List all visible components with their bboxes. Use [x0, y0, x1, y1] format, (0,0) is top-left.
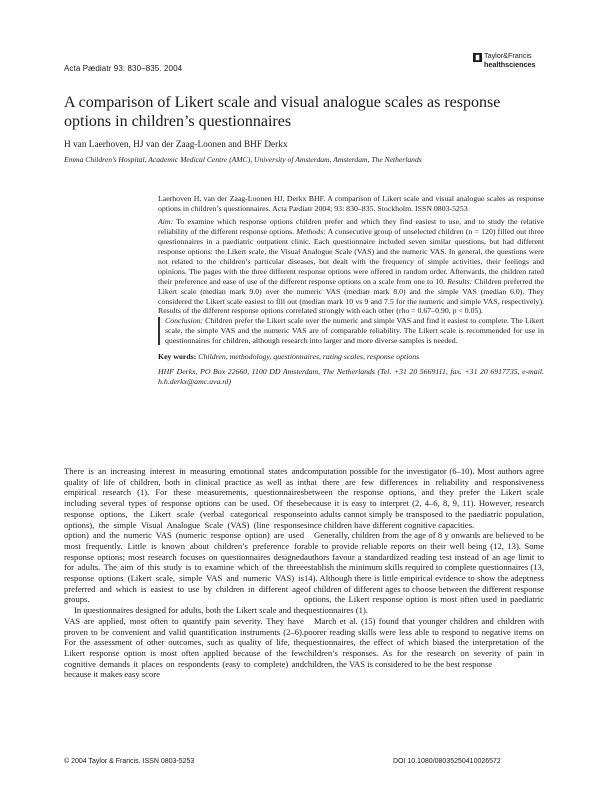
keywords-text: Children, methodology, questionnaires, rating scales, response options: [198, 352, 420, 362]
body-paragraph: In questionnaires designed for adults, both the Likert scale and the VAS are applied, most often to quantify pain severity. They have proven to be convenient and valid quantification instruments (2–6). For the assessment of other outcomes, such as quality of life, the Likert response option is most often applied because of the few cognitive demands it places on respondents (easy to complete) and because it makes easy score: [64, 605, 304, 680]
publisher-logo: [484, 52, 536, 69]
article-affiliation: Emma Children’s Hospital, Academic Medical Centre (AMC), University of Amsterdam, Amsterdam, The Netherlands: [64, 155, 422, 164]
body-paragraph: Generally, children from the age of 8 y onwards are believed to be able to provide reliable reports on their well being (12, 13). Some authors favour a standardized reading test instead of an age limit to establish the minimum skills required to complete questionnaires (13, 14). Although there is little empirical evidence to show the adeptness of children of different ages to choose between the different response options, the Likert response option is most often used in paediatric questionnaires (1).: [304, 530, 544, 616]
methods-text: A consecutive group of unselected children (n = 120) filled out three questionnaires in a paediatric outpatient clinic. Each questionnaire included seven similar questions, but had different response options: the Likert scale, the Visual Analogue Scale (VAS) and the numeric VAS. In general, the questions were not related to the children’s particular diseases, but dealt with the frequency of simple activities, their feelings and opinions. The pages with the three different response options were offered in random order. Afterwards, the children rated their preference and ease of use of the different response options on a scale from one to 10.: [158, 226, 545, 286]
body-paragraph: There is an increasing interest in measuring emotional states and quality of life of children, both in clinical practice as well as in empirical research (1). For these measurements, questionnaires including several types of response options can be used. Of these response options, the Likert scale (verbal categorical response options), the simple Visual Analogue Scale (VAS) (line response option) and the numeric VAS (numeric response option) are used most frequently. Little is known about children’s preference for response options; most research focuses on questionnaires designed for adults. The aim of this study is to examine which of the three response options (Likert scale, simple VAS and numeric VAS) is preferred and which is easiest to use by children in different age groups.: [64, 466, 304, 605]
conclusion-label: Conclusion:: [165, 316, 204, 326]
keywords: [158, 352, 544, 362]
keywords-label: Key words:: [158, 352, 197, 362]
running-head: Acta Pædiatr 93: 830–835. 2004: [64, 64, 183, 73]
body-column-left: [64, 466, 304, 680]
methods-label: Methods:: [296, 226, 326, 236]
publisher-name: Taylor&Francis: [484, 51, 532, 60]
body-paragraph: March et al. (15) found that younger children and children with poorer reading skills were less able to respond to negative items on questionnaires, the effect of which biased the interpretation of the children’s responses. As for the research on severity of pain in children, the VAS is considered to be the best response: [304, 615, 544, 669]
body-paragraph: computation possible for the investigator (6–10). Most authors agree that there are few differences in reliability and responsiveness between the response options, and they prefer the Likert scale because it is easy to interpret (2, 4–6, 8, 9, 11). However, research into adults cannot simply be transposed to the paediatric population, since children have different cognitive capacities.: [304, 466, 544, 530]
results-label: Results:: [447, 276, 473, 286]
conclusion-text: Children prefer the Likert scale over the numeric and simple VAS and find it easiest to complete. The Likert scale, the simple VAS and the numeric VAS are of comparable reliability. The Likert scale is recommended for use in questionnaires for children, although research into larger and more diverse samples is needed.: [165, 316, 544, 346]
publisher-logo-icon: [473, 53, 482, 62]
abstract-block: [158, 194, 544, 387]
correspondence: HHF Derkx, PO Box 22660, 1100 DD Amsterdam, The Netherlands (Tel. +31 20 5669111, fax. +31 20 6917735, e-mail. h.h.derkx@amc.uva.nl): [158, 367, 544, 387]
abstract-citation: Laerhoven H, van der Zaag-Loonen HJ, Derkx BHF. A comparison of Likert scale and visual analogue scales as response options in children’s questionnaires. Acta Pædiatr 2004; 93: 830–835. Stockholm. ISSN 0803-5253: [158, 194, 544, 213]
footer-doi: DOI 10.1080/08035250410026572: [393, 758, 501, 765]
publisher-division: healthsciences: [484, 59, 536, 69]
article-title: A comparison of Likert scale and visual analogue scales as response options in children’s questionnaires: [64, 94, 501, 130]
abstract-body: [158, 217, 544, 317]
abstract-conclusion: [158, 316, 544, 346]
results-text: Children preferred the Likert scale (median mark 9.0) over the numeric VAS (median mark 8.0) and the simple VAS (median 6.0). They considered the Likert scale easiest to fill out (median mark 10 vs 9 and 7.5 for the numeric and simple VAS, respectively). Results of the different response options correlated strongly with each other (rho = 0.67–0.90, p < 0.05).: [158, 276, 545, 316]
aim-text: To examine which response options children prefer and which they find easiest to use, and to study the relative reliability of the different response options.: [158, 216, 544, 236]
footer-copyright: © 2004 Taylor & Francis. ISSN 0803-5253: [64, 758, 195, 765]
aim-label: Aim:: [158, 216, 174, 226]
body-column-right: [304, 466, 544, 669]
article-authors: H van Laerhoven, HJ van der Zaag-Loonen and BHF Derkx: [64, 140, 288, 150]
